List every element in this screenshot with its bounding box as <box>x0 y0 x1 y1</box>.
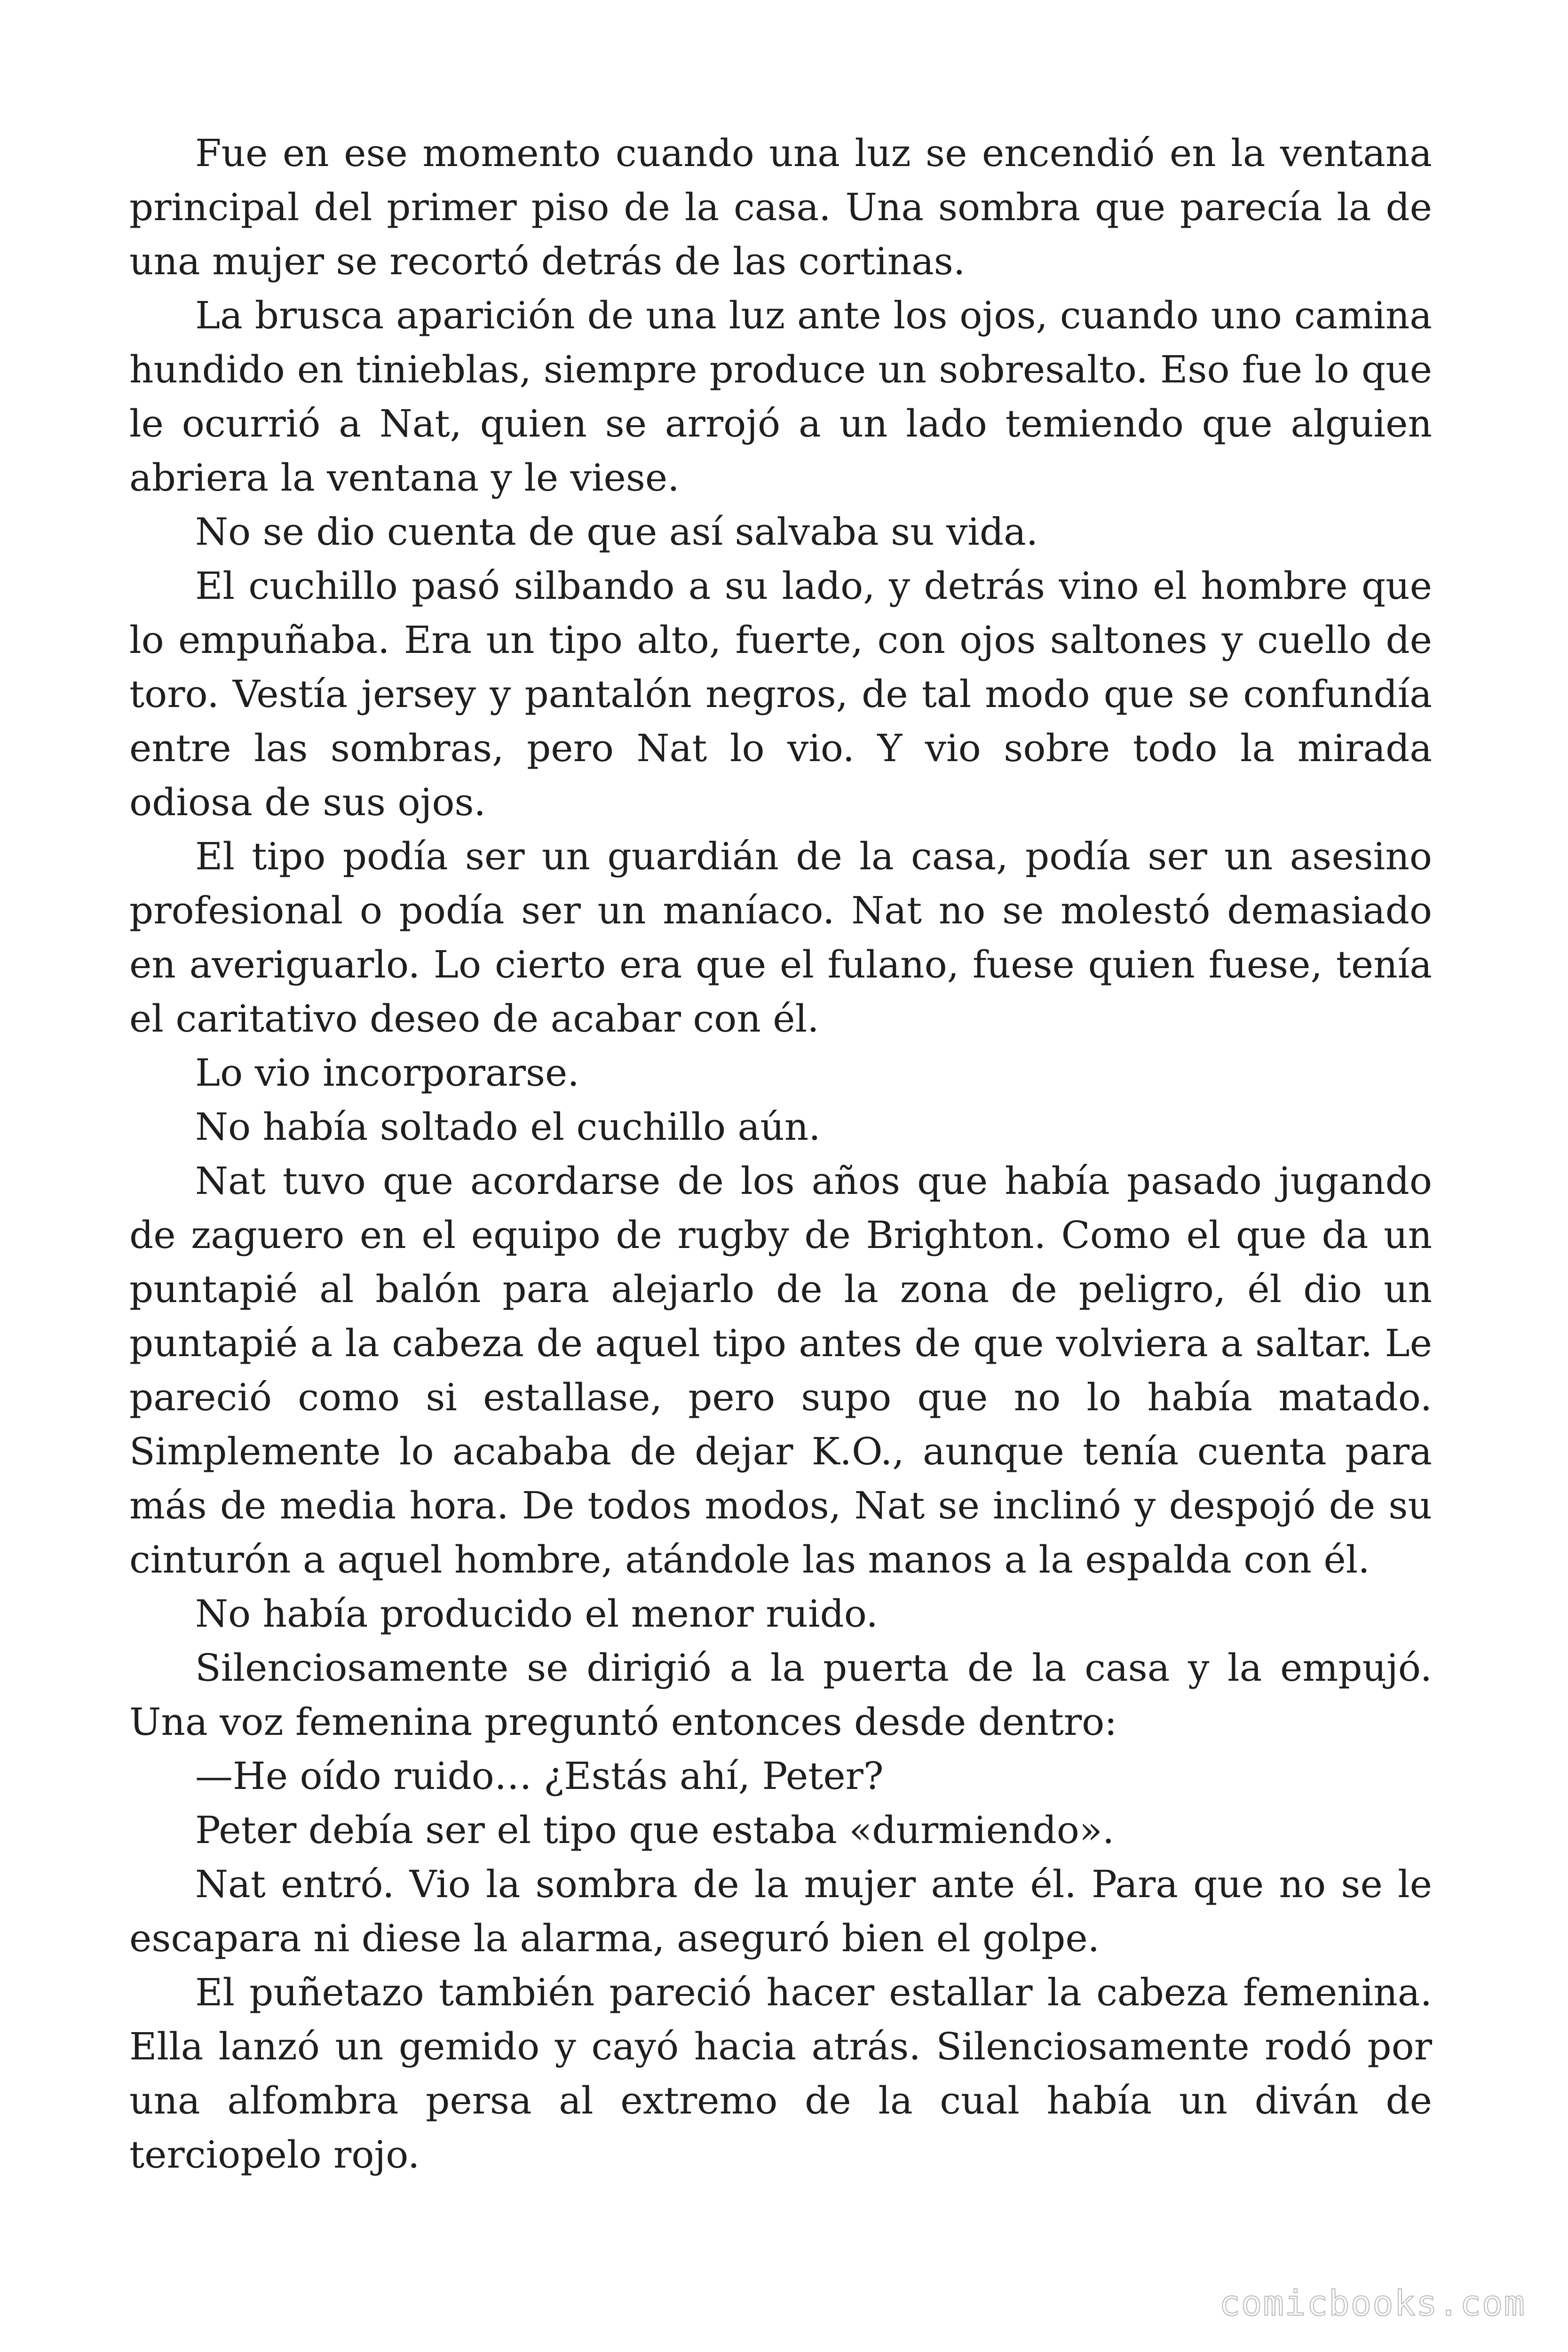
paragraph: Nat tuvo que acordarse de los años que había pasado jugando de zaguero en el equipo de rugby de Brighton. Como el que da un puntapié al balón para alejarlo de la zona de peligro, él dio un puntapié a la cabeza de aquel tipo antes de que volviera a saltar. Le pareció como si estallase, pero supo que no lo había matado. Simplemente lo acababa de dejar K.O., aunque tenía cuenta para más de media hora. De todos modos, Nat se inclinó y despojó de su cinturón a aquel hombre, atándole las manos a la espalda con él. <box>129 1159 1432 1581</box>
paragraph: Lo vio incorporarse. <box>195 1051 579 1095</box>
paragraph: El tipo podía ser un guardián de la casa, podía ser un asesino profesional o podía ser un maníaco. Nat no se molestó demasiado en averiguarlo. Lo cierto era que el fulano, fuese quien fuese, tenía el caritativo deseo de acabar con él. <box>129 834 1432 1041</box>
paragraph: —He oído ruido… ¿Estás ahí, Peter? <box>195 1754 884 1798</box>
paragraph: El puñetazo también pareció hacer estallar la cabeza femenina. Ella lanzó un gemido y cayó hacia atrás. Silenciosamente rodó por una alfombra persa al extremo de la cual había un diván de terciopelo rojo. <box>129 1971 1432 2177</box>
paragraph: Peter debía ser el tipo que estaba «durmiendo». <box>195 1808 1115 1852</box>
paragraph: No había producido el menor ruido. <box>195 1592 878 1636</box>
watermark: comicbooks.com <box>1219 2283 1526 2324</box>
paragraph: La brusca aparición de una luz ante los ojos, cuando uno camina hundido en tinieblas, siempre produce un sobresalto. Eso fue lo que le ocurrió a Nat, quien se arrojó a un lado temiendo que alguien abriera la ventana y le viese. <box>129 294 1432 500</box>
paragraph: Fue en ese momento cuando una luz se encendió en la ventana principal del primer piso de la casa. Una sombra que parecía la de una mujer se recortó detrás de las cortinas. <box>129 131 1432 283</box>
paragraph: Nat entró. Vio la sombra de la mujer ante él. Para que no se le escapara ni diese la alarma, aseguró bien el golpe. <box>129 1862 1432 1960</box>
body-text <box>129 126 1432 2182</box>
paragraph: No había soltado el cuchillo aún. <box>195 1105 821 1149</box>
paragraph: Silenciosamente se dirigió a la puerta de la casa y la empujó. Una voz femenina preguntó entonces desde dentro: <box>129 1646 1432 1744</box>
paragraph: No se dio cuenta de que así salvaba su vida. <box>195 510 1038 554</box>
paragraph: El cuchillo pasó silbando a su lado, y detrás vino el hombre que lo empuñaba. Era un tipo alto, fuerte, con ojos saltones y cuello de toro. Vestía jersey y pantalón negros, de tal modo que se confundía entre las sombras, pero Nat lo vio. Y vio sobre todo la mirada odiosa de sus ojos. <box>129 564 1432 824</box>
